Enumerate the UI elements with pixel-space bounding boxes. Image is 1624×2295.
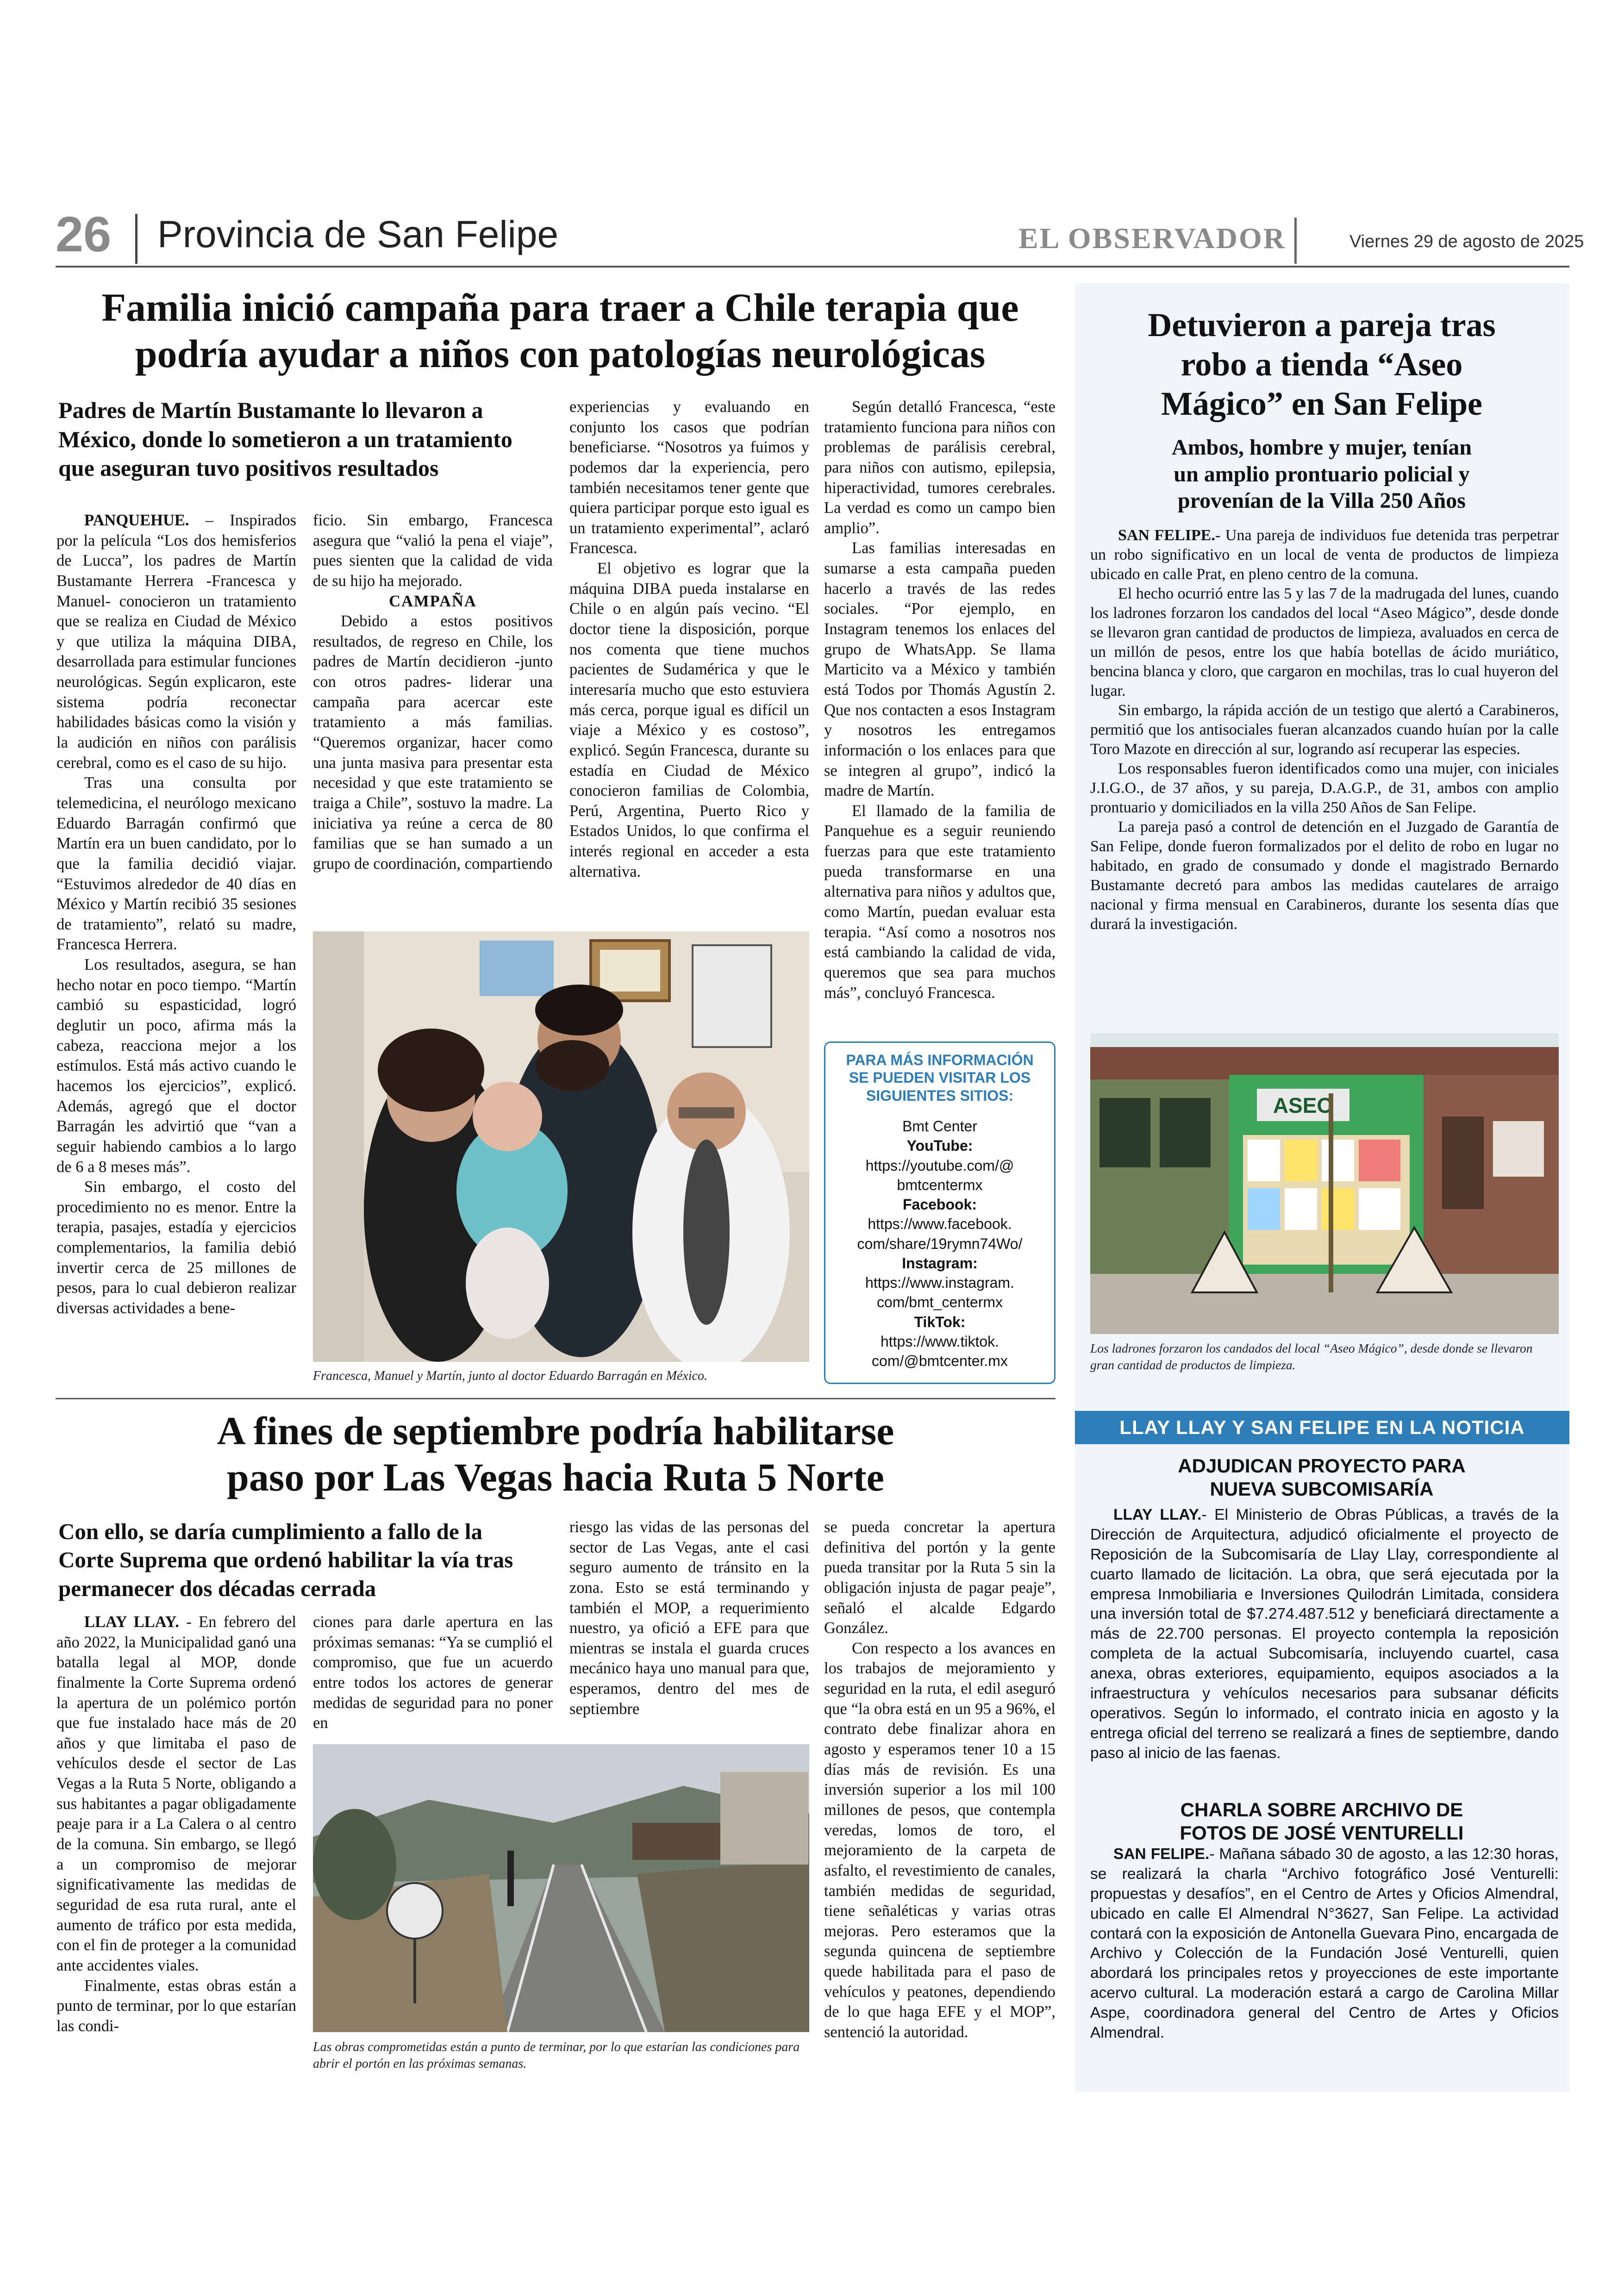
article2-deck-line2: un amplio prontuario policial y [1174, 461, 1470, 486]
infobox-tiktok-label: TikTok: [914, 1313, 966, 1330]
news-item1-headline-line2: NUEVA SUBCOMISARÍA [1210, 1478, 1434, 1500]
news-item2-headline-line2: FOTOS DE JOSÉ VENTURELLI [1180, 1822, 1464, 1844]
news-item1-headline [1083, 1454, 1560, 1501]
road-works-photo [313, 1744, 809, 2032]
section-rule [56, 1398, 1056, 1399]
article2-deck [1083, 434, 1560, 514]
article3-col4 [824, 1517, 1056, 2043]
article1-col4 [824, 397, 1056, 1003]
article3-col2 [313, 1612, 553, 1734]
article3-dateline: LLAY LLAY. [84, 1613, 179, 1631]
article2-dateline: SAN FELIPE. [1118, 527, 1215, 544]
article1-col4-p1: Según detalló Francesca, “este tratamiento funciona para niños con problemas de parálisis cerebral, para niños con autismo, epilepsia, hiperactividad, tumores cerebrales. La verdad es como un campo bien amplio”. [824, 398, 1056, 537]
article1-col3-p1: experiencias y evaluando en conjunto los casos que podrían beneficiarse. “Nosotros ya fuimos y podemos dar la experiencia, pero también necesitamos tener gente que quiera participar porque esto igual es un tratamiento experimental”, aclaró Francesca. [569, 398, 809, 557]
article2-p3: Sin embargo, la rápida acción de un testigo que alertó a Carabineros, permitió que los antisociales fueran alcanzados cuando huían por la calle Toro Mazote en dirección al sur, logrando así recuperar las especies. [1090, 701, 1559, 758]
infobox-facebook-link-1[interactable]: https://www.facebook. [868, 1216, 1012, 1233]
news-item2-headline [1083, 1798, 1560, 1845]
article3-col2-p1: ciones para darle apertura en las próximas semanas: “Ya se cumplió el compromiso, que fue un acuerdo entre todos los actores de generar medidas de seguridad para no poner en [313, 1613, 553, 1732]
article3-col3 [569, 1517, 809, 1719]
article1-dateline: PANQUEHUE. [84, 511, 189, 529]
article1-subhead: CAMPAÑA [389, 592, 477, 610]
newspaper-name: EL OBSERVADOR [1018, 222, 1286, 255]
article3-col4-p2: Con respecto a los avances en los trabajos de mejoramiento y seguridad en la ruta, el edil aseguró que “la obra está en un 95 a 96%, el contrato debe finalizar ahora en agosto y esperamos tener 10 a 15 días más de revisión. Es una inversión superior a los mil 100 millones de pesos, que contempla veredas, lomos de toro, el mejoramiento de la carpeta de asfalto, el revestimiento de canales, también medidas de seguridad, tiene señaléticas y varias otras mejoras. Pero esteramos que la segunda quincena de septiembre quede habilitada para el paso de vehículos y peatones, dependiendo de lo que haga EFE y el MOP”, sentenció la autoridad. [824, 1639, 1056, 2041]
article2-p5: La pareja pasó a control de detención en el Juzgado de Garantía de San Felipe, donde fueron formalizados por el delito de robo en lugar no habitado, en grado de consumado y donde el magistrado Bernardo Bustamante decretó para ambos las medidas cautelares de arraigo nacional y firma mensual en Carabineros, durante los sesenta días que durará la investigación. [1090, 818, 1559, 933]
article2-body [1090, 526, 1559, 934]
infobox-tiktok-link-2[interactable]: com/@bmtcenter.mx [872, 1352, 1008, 1369]
article2-p2: El hecho ocurrió entre las 5 y las 7 de la madrugada del lunes, cuando los ladrones forzaron los candados del local “Aseo Mágico”, desde donde se llevaron gran cantidad de productos de limpieza, avaluados en cerca de un millón de pesos, entre los que había botellas de ácido muriático, bencina blanca y cloro, que cargaron en mochilas, tras lo cual huyeron del lugar. [1090, 585, 1559, 699]
header-rule [56, 266, 1569, 268]
infobox-facebook-link-2[interactable]: com/share/19rymn74Wo/ [857, 1235, 1023, 1252]
article1-col4-p3: El llamado de la familia de Panquehue es a seguir reuniendo fuerzas para que este tratamiento pueda transformarse en una alternativa para niños y adultos que, como Martín, puedan evaluar esta terapia. “Así como a nosotros nos está cambiando la calidad de vida, queremos que sea para muchos más”, concluyó Francesca. [824, 802, 1056, 1002]
infobox-facebook-label: Facebook: [902, 1196, 977, 1213]
article3-headline-line1: A fines de septiembre podría habilitarse [217, 1409, 894, 1453]
infobox-instagram-link-2[interactable]: com/bmt_centermx [876, 1294, 1003, 1311]
article3-col1 [56, 1612, 296, 2036]
article1-col3-p2: El objetivo es lograr que la máquina DIBA pueda instalarse en Chile o en algún país vecino. “El doctor tiene la disposición, porque nos comenta que tiene muchos pacientes de Sudamérica y que le interesaría mucho que esto estuviera más cerca, porque igual es difícil un viaje a México y es costoso”, explicó. Según Francesca, durante su estadía en Ciudad de México conocieron familias de Colombia, Perú, Argentina, Puerto Rico y Estados Unidos, lo que confirma el interés regional en acceder a esta alternativa. [569, 560, 809, 880]
article3-col3-p1: riesgo las vidas de las personas del sector de Las Vegas, ante el casi seguro aumento de tránsito en la zona. Esto se está terminando y también el MOP, a requerimiento nuestro, ya ofició a EFE para que mientras se instala el guarda cruces mecánico haya uno manual para que, esperamos, dentro del mes de septiembre [569, 1518, 809, 1718]
article2-headline-line2: robo a tienda “Aseo [1181, 345, 1463, 383]
article2-deck-line1: Ambos, hombre y mujer, tenían [1171, 435, 1472, 460]
infobox-name: Bmt Center [902, 1118, 977, 1135]
article1-headline-line1: Familia inició campaña para traer a Chile terapia que [101, 285, 1019, 330]
article3-col1-p2: Finalmente, estas obras están a punto de terminar, por lo que estarían las condi- [56, 1977, 296, 2035]
photo2-caption: Los ladrones forzaron los candados del local “Aseo Mágico”, desde donde se llevaron gran cantidad de productos de limpieza. [1090, 1341, 1533, 1372]
article1-col1 [56, 511, 296, 1319]
article2-p4: Los responsables fueron identificados como una mujer, con iniciales J.I.G.O., de 37 años, y su pareja, D.A.G.P., de 31, ambos con amplio prontuario y domiciliados en la villa 250 Años de San Felipe. [1090, 760, 1559, 816]
article2-p1: SAN FELIPE.- Una pareja de individuos fue detenida tras perpetrar un robo significativo en un local de venta de productos de limpieza ubicado en calle Prat, en pleno centro de la comuna. [1090, 527, 1559, 583]
infobox-youtube-label: YouTube: [906, 1137, 973, 1154]
article1-col1-p4: Sin embargo, el costo del procedimiento no es menor. Entre la terapia, pasajes, estadía y ejercicios complementarios, la familia debió invertir cerca de 25 millones de pesos, para lo cual debieron realizar diversas actividades a bene- [56, 1178, 296, 1317]
photo3-caption: Las obras comprometidas están a punto de terminar, por lo que estarían las condiciones para abrir el portón en las próximas semanas. [313, 2040, 800, 2071]
article2-headline [1083, 306, 1560, 424]
article1-deck: Padres de Martín Bustamante lo llevaron a México, donde lo sometieron a un tratamiento que aseguran tuvo positivos resultados [58, 397, 512, 481]
store-sign-text: ASEO [1273, 1093, 1334, 1117]
article1-col4-p2: Las familias interesadas en sumarse a esta campaña pueden hacerlo a través de las redes sociales. “Por ejemplo, en Instagram tenemos los enlaces del grupo de WhatsApp. Se llama Marticito va a México y también está Todos por Thomás Agustín 2. Que nos contacten a esos Instagram y nosotros les entregamos información o los enlaces para que se integren al grupo”, indicó la madre de Martín. [824, 539, 1056, 800]
article1-col2-p1: ficio. Sin embargo, Francesca asegura que “valió la pena el viaje”, pues sienten que la calidad de vida de su hijo ha mejorado. [313, 511, 553, 590]
article1-headline [56, 285, 1065, 377]
news-item2-dateline: SAN FELIPE. [1113, 1846, 1210, 1863]
article1-col3 [569, 397, 809, 882]
article2-deck-line3: provenían de la Villa 250 Años [1178, 488, 1466, 513]
infobox-youtube-link-1[interactable]: https://youtube.com/@ [865, 1157, 1014, 1174]
article1-col2 [313, 511, 553, 874]
news-item2-body: SAN FELIPE.- Mañana sábado 30 de agosto, a las 12:30 horas, se realizará la charla “Archivo fotográfico José Venturelli: propuestas y desafíos”, en el Centro de Artes y Oficios Almendral, ubicado en calle El Almendral N°3627, San Felipe. La actividad contará con la exposición de Antonella Guevara Pino, encargada de Archivo y Colección de la Fundación José Venturelli, quien abordará los principales retos y proyecciones de este importante acervo cultural. La moderación estará a cargo de Carolina Millar Aspe, coordinadora general del Centro de Artes y Oficios Almendral. [1090, 1846, 1559, 2041]
article2-headline-line3: Mágico” en San Felipe [1161, 385, 1482, 422]
article2-headline-line1: Detuvieron a pareja tras [1148, 306, 1496, 343]
section-title: Provincia de San Felipe [157, 213, 559, 256]
header-divider-2 [1294, 218, 1297, 264]
photo1-caption: Francesca, Manuel y Martín, junto al doctor Eduardo Barragán en México. [313, 1369, 708, 1383]
family-doctor-photo [313, 931, 809, 1362]
more-info-box [824, 1041, 1056, 1384]
header-divider [135, 214, 137, 264]
article3-deck: Con ello, se daría cumplimiento a fallo de la Corte Suprema que ordenó habilitar la vía tras permanecer dos décadas cerrada [58, 1519, 513, 1601]
news-item1-headline-line1: ADJUDICAN PROYECTO PARA [1178, 1455, 1466, 1477]
news-item2-headline-line1: CHARLA SOBRE ARCHIVO DE [1180, 1799, 1463, 1821]
infobox-title-2: SE PUEDEN VISITAR LOS [849, 1069, 1031, 1086]
article3-headline [56, 1408, 1056, 1501]
article1-col2-p2: Debido a estos positivos resultados, de regreso en Chile, los padres de Martín decidieron -junto con otros padres- liderar una campaña para acercar este tratamiento a más familias. “Queremos organizar, hacer como una junta masiva para presentar esta necesidad y que este tratamiento se traiga a Chile”, sostuvo la madre. La iniciativa ya reúne a cerca de 80 familias que se han sumado a un grupo de coordinación, compartiendo [313, 612, 553, 873]
infobox-youtube-link-2[interactable]: bmtcentermx [897, 1176, 983, 1193]
article1-col1-p1: PANQUEHUE. – Inspirados por la película “Los dos hemisferios de Lucca”, los padres de Martín Bustamante Herrera -Francesca y Manuel- conocieron un tratamiento que se realiza en Ciudad de México y que utiliza la máquina DIBA, desarrollada para estimular funciones neurológicas. Según explicaron, este sistema podría reconectar habilidades básicas como la visión y la audición en niños con parálisis cerebral, como es el caso de su hijo. [56, 511, 296, 772]
article3-col4-p1: se pueda concretar la apertura definitiva del portón y la gente pueda transitar por la Ruta 5 sin la obligación injusta de pagar peaje”, señaló el alcalde Edgardo González. [824, 1518, 1056, 1637]
issue-date: Viernes 29 de agosto de 2025 [1349, 232, 1584, 251]
article3-headline-line2: paso por Las Vegas hacia Ruta 5 Norte [227, 1454, 884, 1499]
infobox-title-1: PARA MÁS INFORMACIÓN [846, 1052, 1034, 1068]
store-photo [1090, 1033, 1559, 1334]
article1-col1-p2: Tras una consulta por telemedicina, el neurólogo mexicano Eduardo Barragán confirmó que Martín era un buen candidato, por lo que la familia decidió viajar. “Estuvimos alrededor de 40 días en México y Martín recibió 35 sesiones de tratamiento”, relató su madre, Francesca Herrera. [56, 774, 296, 954]
news-item1-dateline: LLAY LLAY. [1113, 1506, 1202, 1523]
page-number: 26 [56, 206, 112, 262]
article1-headline-line2: podría ayudar a niños con patologías neurológicas [135, 331, 986, 376]
news-box-title: LLAY LLAY Y SAN FELIPE EN LA NOTICIA [1075, 1411, 1569, 1444]
article3-col1-p1: LLAY LLAY. - En febrero del año 2022, la Municipalidad ganó una batalla legal al MOP, donde finalmente la Corte Suprema ordenó la apertura de un polémico portón que fue instalado hace más de 20 años y que limitaba el paso de vehículos desde el sector de Las Vegas a la Ruta 5 Norte, obligando a sus habitantes a pagar obligadamente peaje para ir a La Calera o al centro de la comuna. Sin embargo, se llegó a un compromiso de mejorar significativamente las medidas de seguridad de esa ruta rural, ante el aumento de tráfico por esta medida, con el fin de proteger a la comunidad ante accidentes viales. [56, 1613, 296, 1974]
infobox-instagram-link-1[interactable]: https://www.instagram. [865, 1274, 1014, 1291]
infobox-tiktok-link-1[interactable]: https://www.tiktok. [880, 1333, 999, 1350]
article1-col1-p3: Los resultados, asegura, se han hecho notar en poco tiempo. “Martín cambió su espasticidad, logró deglutir un poco, afirma más la cabeza, reacciona mejor a los estímulos. Está más activo cuando le hacemos los ejercicios”, explicó. Además, agregó que el doctor Barragán les advirtió que “van a seguir habiendo cambios a lo largo de 6 a 8 meses más”. [56, 956, 296, 1176]
news-item1-body: LLAY LLAY.- El Ministerio de Obras Públicas, a través de la Dirección de Arquitectura, adjudicó oficialmente el proyecto de Reposición de la Subcomisaría de Llay Llay, correspondiente al cuarto llamado de licitación. La obra, que será ejecutada por la empresa Inmobiliaria e Inversiones Quilodrán Limitada, considera una inversión total de $7.274.487.512 y beneficiará directamente a más de 22.700 personas. El proyecto contempla la reposición completa de la actual Subcomisaría, incluyendo cuartel, casa anexa, obras exteriores, equipamiento, equipos asociados a la infraestructura y vehículos necesarios para subsanar déficits operativos. Según lo informado, el contrato inicia en agosto y la entrega oficial del terreno se realizará a fines de septiembre, dando paso al inicio de las faenas. [1090, 1506, 1559, 1762]
infobox-instagram-label: Instagram: [902, 1254, 978, 1272]
infobox-title-3: SIGUIENTES SITIOS: [866, 1087, 1014, 1104]
